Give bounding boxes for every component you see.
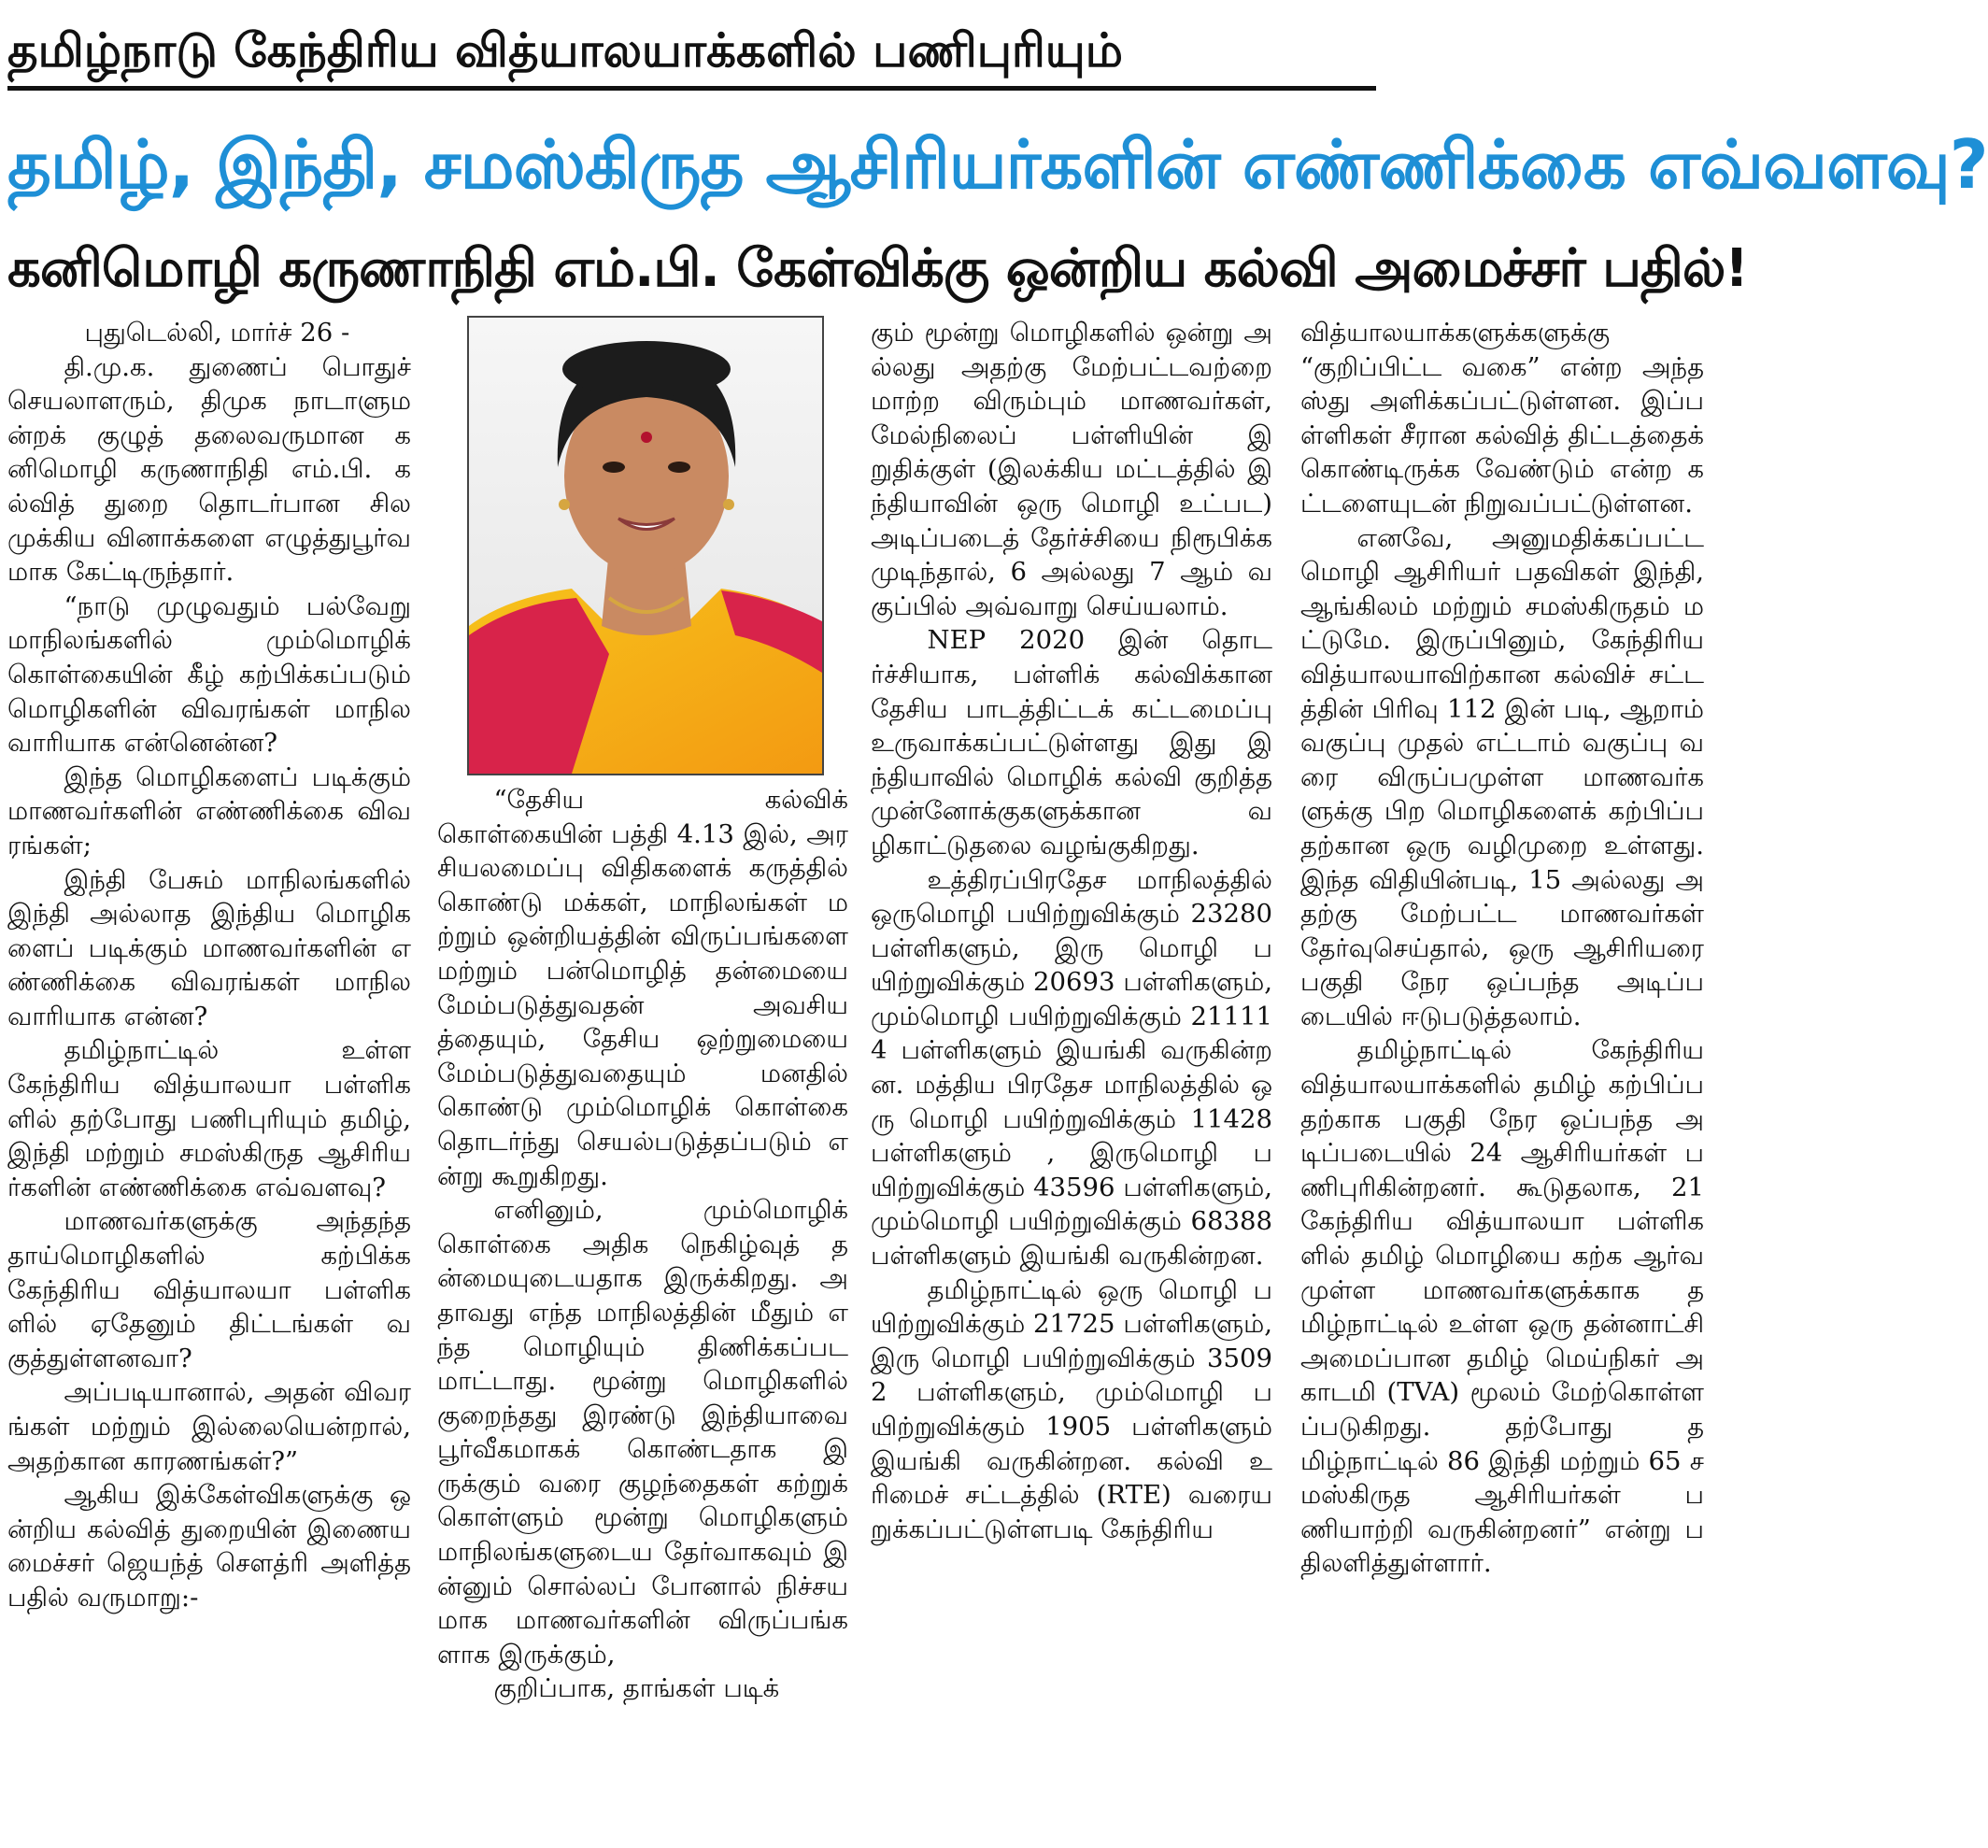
article-paragraph: தமிழ்நாட்டில் உள்ள கேந்திரிய வித்யாலயா பள்ளிகளில் தற்போது பணிபுரியும் தமிழ், இந்தி மற்றும் சமஸ்கிருத ஆசிரியர்களின் எண்ணிக்கை எவ்வளவு? (7, 1035, 411, 1202)
article-paragraph: NEP 2020 இன் தொடர்ச்சியாக, பள்ளிக் கல்விக்கான தேசிய பாடத்திட்டக் கட்டமைப்பு உருவாக்கப்பட்டுள்ளது இது இந்தியாவில் மொழிக் கல்வி குறித்த முன்னோக்குகளுக்கான வழிகாட்டுதலை வழங்குகிறது. (871, 625, 1272, 860)
article-column-2 (437, 783, 848, 1841)
article-paragraph: தமிழ்நாட்டில் ஒரு மொழி பயிற்றுவிக்கும் 21725 பள்ளிகளும், இரு மொழி பயிற்றுவிக்கும் 35092 பள்ளிகளும், மும்மொழி பயிற்றுவிக்கும் 1905 பள்ளிகளும் இயங்கி வருகின்றன. கல்வி உரிமைச் சட்டத்தில் (RTE) வரையறுக்கப்பட்டுள்ளபடி கேந்திரிய (871, 1274, 1272, 1544)
kicker-headline: தமிழ்நாடு கேந்திரிய வித்யாலயாக்களில் பணிபுரியும் (7, 23, 1124, 78)
article-column-4 (1300, 316, 1704, 1841)
article-paragraph: ஆகிய இக்கேள்விகளுக்கு ஒன்றிய கல்வித் துறையின் இணையமைச்சர் ஜெயந்த் சௌத்ரி அளித்த பதில் வருமாறு:- (7, 1480, 411, 1613)
main-headline: தமிழ், இந்தி, சமஸ்கிருத ஆசிரியர்களின் எண்ணிக்கை எவ்வளவு? (7, 125, 1988, 204)
article-paragraph: உத்திரப்பிரதேச மாநிலத்தில் ஒருமொழி பயிற்றுவிக்கும் 23280 பள்ளிகளும், இரு மொழி பயிற்றுவிக்கும் 20693 பள்ளிகளும், மும்மொழி பயிற்றுவிக்கும் 211114 பள்ளிகளும் இயங்கி வருகின்றன. மத்திய பிரதேச மாநிலத்தில் ஒரு மொழி பயிற்றுவிக்கும் 11428 பள்ளிகளும் , இருமொழி பயிற்றுவிக்கும் 43596 பள்ளிகளும், மும்மொழி பயிற்றுவிக்கும் 68388 பள்ளிகளும் இயங்கி வருகின்றன. (871, 864, 1272, 1272)
article-paragraph: இந்த மொழிகளைப் படிக்கும் மாணவர்களின் எண்ணிக்கை விவரங்கள்; (7, 761, 411, 860)
kicker-underline (7, 86, 1376, 91)
article-paragraph: தமிழ்நாட்டில் கேந்திரிய வித்யாலயாக்களில் தமிழ் கற்பிப்பதற்காக பகுதி நேர ஒப்பந்த அடிப்படையில் 24 ஆசிரியர்கள் பணிபுரிகின்றனர். கூடுதலாக, 21 கேந்திரிய வித்யாலயா பள்ளிகளில் தமிழ் மொழியை கற்க ஆர்வமுள்ள மாணவர்களுக்காக தமிழ்நாட்டில் உள்ள ஒரு தன்னாட்சி அமைப்பான தமிழ் மெய்நிகர் அகாடமி (TVA) மூலம் மேற்கொள்ளப்படுகிறது. தற்போது தமிழ்நாட்டில் 86 இந்தி மற்றும் 65 சமஸ்கிருத ஆசிரியர்கள் பணியாற்றி வருகின்றனர்” என்று பதிலளித்துள்ளார். (1300, 1035, 1704, 1579)
sub-headline: கனிமொழி கருணாநிதி எம்.பி. கேள்விக்கு ஒன்றிய கல்வி அமைச்சர் பதில்! (7, 238, 1748, 299)
article-column-3 (871, 316, 1272, 1841)
article-paragraph: குறிப்பாக, தாங்கள் படிக் (493, 1673, 780, 1704)
portrait-photo (467, 316, 824, 775)
article-paragraph: எனவே, அனுமதிக்கப்பட்ட மொழி ஆசிரியர் பதவிகள் இந்தி, ஆங்கிலம் மற்றும் சமஸ்கிருதம் மட்டுமே. இருப்பினும், கேந்திரிய வித்யாலயாவிற்கான கல்விச் சட்டத்தின் பிரிவு 112 இன் படி, ஆறாம் வகுப்பு முதல் எட்டாம் வகுப்பு வரை விருப்பமுள்ள மாணவர்களுக்கு பிற மொழிகளைக் கற்பிப்பதற்கான ஒரு வழிமுறை உள்ளது. இந்த விதியின்படி, 15 அல்லது அதற்கு மேற்பட்ட மாணவர்கள் தேர்வுசெய்தால், ஒரு ஆசிரியரை பகுதி நேர ஒப்பந்த அடிப்படையில் ஈடுபடுத்தலாம். (1300, 522, 1704, 1031)
portrait-illustration (469, 318, 822, 774)
article-paragraph: கும் மூன்று மொழிகளில் ஒன்று அல்லது அதற்கு மேற்பட்டவற்றை மாற்ற விரும்பும் மாணவர்கள், மேல்நிலைப் பள்ளியின் இறுதிக்குள் (இலக்கிய மட்டத்தில் இந்தியாவின் ஒரு மொழி உட்பட) அடிப்படைத் தேர்ச்சியை நிரூபிக்க முடிந்தால், 6 அல்லது 7 ஆம் வகுப்பில் அவ்வாறு செய்யலாம். (871, 318, 1272, 621)
article-paragraph: மாணவர்களுக்கு அந்தந்த தாய்மொழிகளில் கற்பிக்க கேந்திரிய வித்யாலயா பள்ளிகளில் ஏதேனும் திட்டங்கள் வகுத்துள்ளனவா? (7, 1206, 411, 1373)
article-column-1 (7, 316, 411, 1841)
article-paragraph: வித்யாலயாக்களுக்களுக்கு “குறிப்பிட்ட வகை” என்ற அந்தஸ்து அளிக்கப்பட்டுள்ளன. இப்பள்ளிகள் சீரான கல்வித் திட்டத்தைக் கொண்டிருக்க வேண்டும் என்ற கட்டளையுடன் நிறுவப்பட்டுள்ளன. (1300, 318, 1704, 519)
article-paragraph: தி.மு.க. துணைப் பொதுச் செயலாளரும், திமுக நாடாளுமன்றக் குழுத் தலைவருமான கனிமொழி கருணாநிதி எம்.பி. கல்வித் துறை தொடர்பான சில முக்கிய வினாக்களை எழுத்துபூர்வமாக கேட்டிருந்தார். (7, 351, 411, 588)
article-paragraph: “நாடு முழுவதும் பல்வேறு மாநிலங்களில் மும்மொழிக் கொள்கையின் கீழ் கற்பிக்கப்படும் மொழிகளின் விவரங்கள் மாநில வாரியாக என்னென்ன? (7, 590, 411, 759)
dateline: புதுடெல்லி, மார்ச் 26 - (84, 318, 350, 348)
article-paragraph: இந்தி பேசும் மாநிலங்களில் இந்தி அல்லாத இந்திய மொழிகளைப் படிக்கும் மாணவர்களின் எண்ணிக்கை விவரங்கள் மாநில வாரியாக என்ன? (7, 864, 411, 1031)
article-paragraph: எனினும், மும்மொழிக் கொள்கை அதிக நெகிழ்வுத் தன்மையுடையதாக இருக்கிறது. அதாவது எந்த மாநிலத்தின் மீதும் எந்த மொழியும் திணிக்கப்பட மாட்டாது. மூன்று மொழிகளில் குறைந்தது இரண்டு இந்தியாவை பூர்வீகமாகக் கொண்டதாக இருக்கும் வரை குழந்தைகள் கற்றுக் கொள்ளும் மூன்று மொழிகளும் மாநிலங்களுடைய தேர்வாகவும் இன்னும் சொல்லப் போனால் நிச்சயமாக மாணவர்களின் விருப்பங்களாக இருக்கும், (437, 1195, 848, 1670)
article-paragraph: அப்படியானால், அதன் விவரங்கள் மற்றும் இல்லையென்றால், அதற்கான காரணங்கள்?” (7, 1377, 411, 1476)
article-paragraph: “தேசிய கல்விக் கொள்கையின் பத்தி 4.13 இல், அரசியலமைப்பு விதிகளைக் கருத்தில் கொண்டு மக்கள், மாநிலங்கள் மற்றும் ஒன்றியத்தின் விருப்பங்களை மற்றும் பன்மொழித் தன்மையை மேம்படுத்துவதன் அவசியத்தையும், தேசிய ஒற்றுமையை மேம்படுத்துவதையும் மனதில் கொண்டு மும்மொழிக் கொள்கை தொடர்ந்து செயல்படுத்தப்படும் என்று கூறுகிறது. (437, 785, 848, 1191)
